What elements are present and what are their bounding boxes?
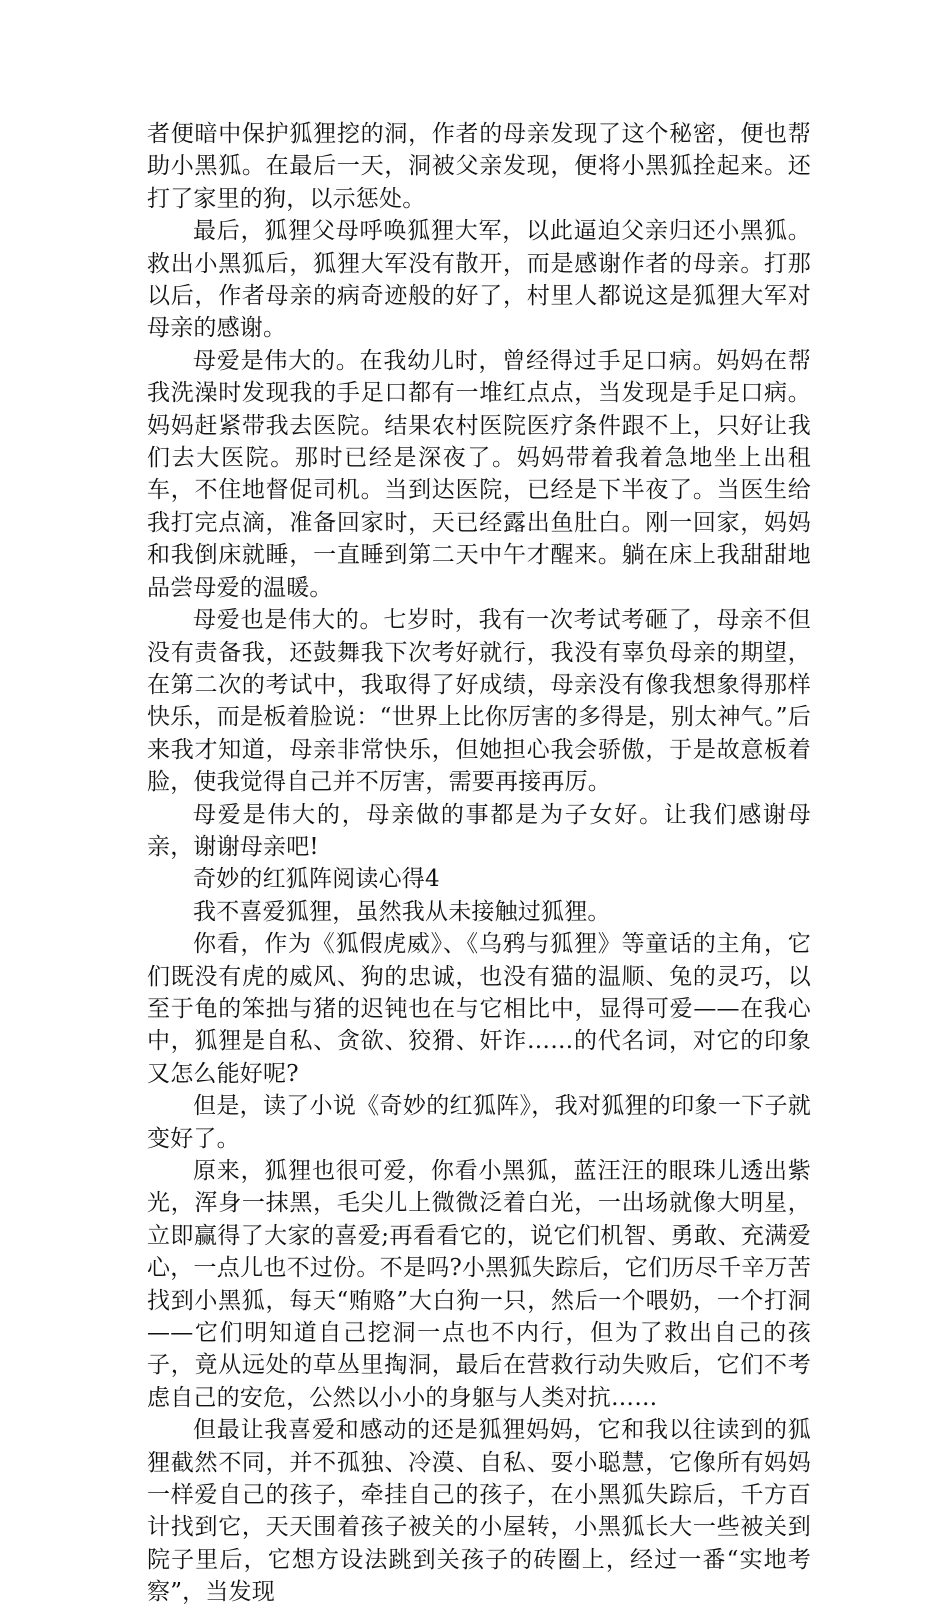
paragraph: 最后，狐狸父母呼唤狐狸大军，以此逼迫父亲归还小黑狐。救出小黑狐后，狐狸大军没有散开，而是感谢作者的母亲。打那以后，作者母亲的病奇迹般的好了，村里人都说这是狐狸大军对母亲的感谢。 bbox=[147, 218, 811, 342]
paragraph: 但是，读了小说《奇妙的红狐阵》，我对狐狸的印象一下子就变好了。 bbox=[147, 1093, 811, 1152]
paragraph: 你看，作为《狐假虎威》、《乌鸦与狐狸》等童话的主角，它们既没有虎的威风、狗的忠诚，也没有猫的温顺、兔的灵巧，以至于龟的笨拙与猪的迟钝也在与它相比中，显得可爱——在我心中，狐狸是自私、贪欲、狡猾、奸诈……的代名词，对它的印象又怎么能好呢? bbox=[147, 931, 811, 1087]
paragraph: 但最让我喜爱和感动的还是狐狸妈妈，它和我以往读到的狐狸截然不同，并不孤独、冷漠、自私、耍小聪慧，它像所有妈妈一样爱自己的孩子，牵挂自己的孩子，在小黑狐失踪后，千方百计找到它，天天围着孩子被关的小屋转，小黑狐长大一些被关到院子里后，它想方设法跳到关孩子的砖圈上，经过一番“实地考察”，当发现 bbox=[147, 1417, 811, 1606]
paragraph: 母爱也是伟大的。七岁时，我有一次考试考砸了，母亲不但没有责备我，还鼓舞我下次考好就行，我没有辜负母亲的期望，在第二次的考试中，我取得了好成绩，母亲没有像我想象得那样快乐，而是板着脸说：“世界上比你厉害的多得是，别太神气。”后来我才知道，母亲非常快乐，但她担心我会骄傲，于是故意板着脸，使我觉得自己并不厉害，需要再接再厉。 bbox=[147, 607, 811, 796]
section-heading: 奇妙的红狐阵阅读心得4 bbox=[193, 866, 440, 893]
paragraph: 母爱是伟大的，母亲做的事都是为子女好。让我们感谢母亲，谢谢母亲吧! bbox=[147, 801, 811, 860]
paragraph: 母爱是伟大的。在我幼儿时，曾经得过手足口病。妈妈在帮我洗澡时发现我的手足口都有一堆红点点，当发现是手足口病。妈妈赶紧带我去医院。结果农村医院医疗条件跟不上，只好让我们去大医院。那时已经是深夜了。妈妈带着我着急地坐上出租车，不住地督促司机。当到达医院，已经是下半夜了。当医生给我打完点滴，准备回家时，天已经露出鱼肚白。刚一回家，妈妈和我倒床就睡，一直睡到第二天中午才醒来。躺在床上我甜甜地品尝母爱的温暖。 bbox=[147, 347, 811, 601]
paragraph: 我不喜爱狐狸，虽然我从未接触过狐狸。 bbox=[193, 898, 611, 925]
paragraph: 者便暗中保护狐狸挖的洞，作者的母亲发现了这个秘密，便也帮助小黑狐。在最后一天，洞被父亲发现，便将小黑狐拴起来。还打了家里的狗，以示惩处。 bbox=[147, 121, 811, 212]
document-page bbox=[147, 118, 811, 1609]
paragraph: 原来，狐狸也很可爱，你看小黑狐，蓝汪汪的眼珠儿透出紫光，浑身一抹黑，毛尖儿上微微泛着白光，一出场就像大明星，立即赢得了大家的喜爱;再看看它的，说它们机智、勇敢、充满爱心，一点儿也不过份。不是吗?小黑狐失踪后，它们历尽千辛万苦找到小黑狐，每天“贿赂”大白狗一只，然后一个喂奶，一个打洞——它们明知道自己挖洞一点也不内行，但为了救出自己的孩子，竟从远处的草丛里掏洞，最后在营救行动失败后，它们不考虑自己的安危，公然以小小的身躯与人类对抗…… bbox=[147, 1158, 811, 1411]
